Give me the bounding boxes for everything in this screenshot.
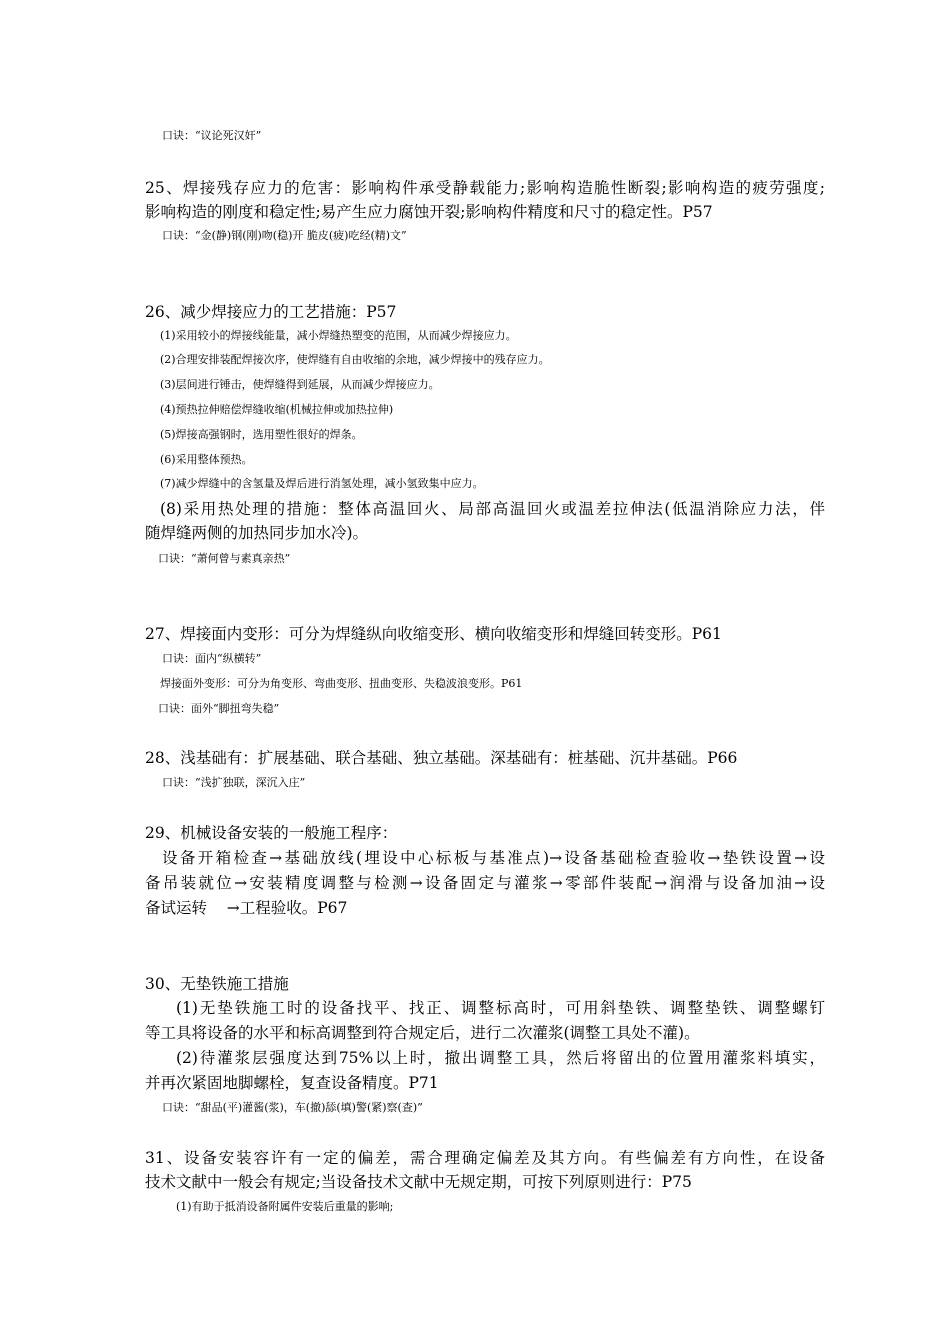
item-26-point-8-line-1: (8)采用热处理的措施：整体高温回火、局部高温回火或温差拉伸法(低温消除应力法，伴 (160, 500, 825, 518)
item-26-point-2: (2)合理安排装配焊接次序，使焊缝有自由收缩的余地，减少焊接中的残存应力。 (160, 353, 550, 366)
item-29-heading: 29、机械设备安装的一般施工程序： (145, 824, 398, 842)
mnemonic-27b: 口诀：面外“脚扭弯失稳” (158, 702, 280, 715)
item-30-point-2-line-1: (2)待灌浆层强度达到75%以上时，撤出调整工具，然后将留出的位置用灌浆料填实， (176, 1049, 825, 1067)
mnemonic-24: 口诀：“议论死汉奸” (162, 129, 262, 142)
item-27-heading: 27、焊接面内变形：可分为焊缝纵向收缩变形、横向收缩变形和焊缝回转变形。P61 (145, 625, 722, 643)
item-31-line-1: 31、设备安装容许有一定的偏差，需合理确定偏差及其方向。有些偏差有方向性，在设备 (145, 1149, 825, 1167)
item-26-point-6: (6)采用整体预热。 (160, 453, 253, 466)
mnemonic-28: 口诀：“浅扩独联，深沉入庄” (162, 776, 306, 789)
item-30-point-1-line-1: (1)无垫铁施工时的设备找平、找正、调整标高时，可用斜垫铁、调整垫铁、调整螺钉 (176, 999, 825, 1017)
item-26-point-1: (1)采用较小的焊接线能量，减小焊缝热塑变的范围，从而减少焊接应力。 (160, 329, 517, 342)
mnemonic-25: 口诀：“金(静)钢(刚)吻(稳)开 脆皮(疲)吃经(精)文” (162, 229, 407, 242)
item-31-line-2: 技术文献中一般会有规定;当设备技术文献中无规定期，可按下列原则进行：P75 (145, 1173, 692, 1191)
item-30-point-1-line-2: 等工具将设备的水平和标高调整到符合规定后，进行二次灌浆(调整工具处不灌)。 (145, 1024, 700, 1042)
mnemonic-27a: 口诀：面内“纵横转” (162, 652, 262, 665)
item-29-line-3: 备试运转 →工程验收。P67 (145, 899, 348, 917)
item-25-line-1: 25、焊接残存应力的危害：影响构件承受静载能力;影响构造脆性断裂;影响构造的疲劳强度; (145, 179, 825, 197)
item-27-outplane: 焊接面外变形：可分为角变形、弯曲变形、扭曲变形、失稳波浪变形。P61 (160, 677, 523, 690)
mnemonic-30: 口诀：“甜品(平)灌酱(浆)，车(撤)舔(填)警(紧)察(查)” (162, 1101, 423, 1114)
item-30-heading: 30、无垫铁施工措施 (145, 975, 289, 993)
item-30-point-2-line-2: 并再次紧固地脚螺栓，复查设备精度。P71 (145, 1074, 439, 1092)
item-26-point-7: (7)减少焊缝中的含氢量及焊后进行消氢处理，减小氢致集中应力。 (160, 477, 484, 490)
item-28: 28、浅基础有：扩展基础、联合基础、独立基础。深基础有：桩基础、沉井基础。P66 (145, 749, 738, 767)
item-26-heading: 26、减少焊接应力的工艺措施：P57 (145, 303, 397, 321)
item-29-line-2: 备吊装就位→安装精度调整与检测→设备固定与灌浆→零部件装配→润滑与设备加油→设 (145, 874, 825, 892)
item-31-point-1: (1)有助于抵消设备附属件安装后重量的影响; (176, 1200, 394, 1213)
item-26-point-4: (4)预热拉伸赔偿焊缝收缩(机械拉伸或加热拉伸) (160, 403, 394, 416)
item-26-point-5: (5)焊接高强钢时，选用塑性很好的焊条。 (160, 428, 363, 441)
mnemonic-26: 口诀：“萧何曾与素真亲热” (158, 552, 291, 565)
item-25-line-2: 影响构造的刚度和稳定性;易产生应力腐蚀开裂;影响构件精度和尺寸的稳定性。P57 (145, 203, 713, 221)
item-29-line-1: 设备开箱检查→基础放线(埋设中心标板与基准点)→设备基础检查验收→垫铁设置→设 (162, 849, 825, 867)
item-26-point-3: (3)层间进行锤击，使焊缝得到延展，从而减少焊接应力。 (160, 378, 440, 391)
item-26-point-8-line-2: 随焊缝两侧的加热同步加水冷)。 (145, 524, 369, 542)
